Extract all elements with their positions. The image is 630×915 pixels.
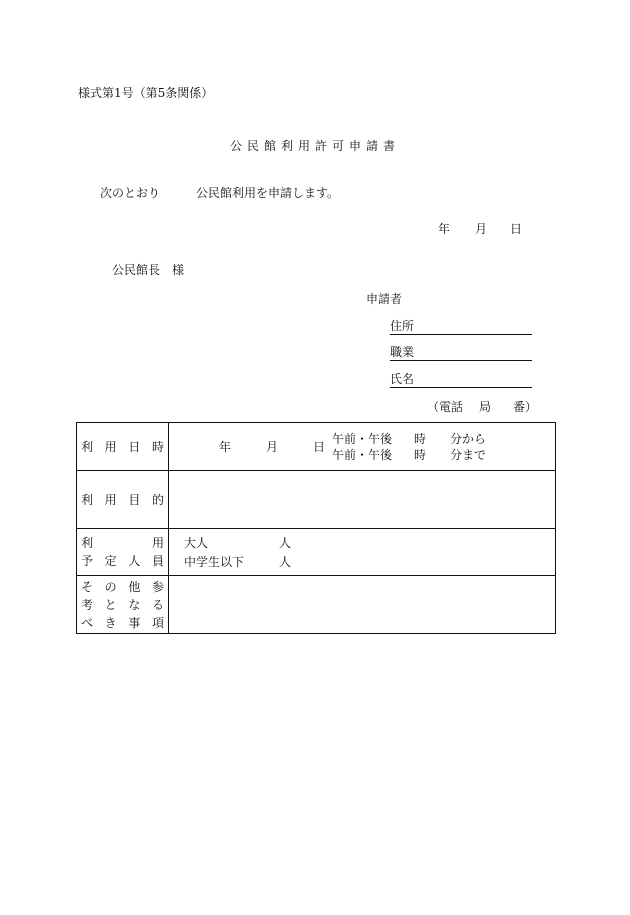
phone-number: 番） bbox=[513, 400, 538, 414]
form-title: 公民館利用許可申請書 bbox=[230, 139, 401, 153]
date-year-label: 年 bbox=[438, 222, 451, 236]
usage-month-label: 月 bbox=[266, 440, 279, 454]
table-row-usage-datetime bbox=[77, 423, 556, 471]
other-notes-label: そ の 他 参 考 と な る べ き 事 項 bbox=[77, 576, 169, 634]
other-notes-value[interactable] bbox=[169, 576, 556, 634]
start-ampm: 午前・午後 bbox=[332, 432, 393, 446]
end-hour-label: 時 bbox=[414, 448, 427, 462]
purpose-label: 利 用 目 的 bbox=[77, 471, 169, 529]
adults-unit: 人 bbox=[279, 536, 292, 550]
end-minute-label: 分まで bbox=[450, 448, 487, 462]
occupation-field[interactable] bbox=[390, 345, 532, 361]
intro-prefix: 次のとおり bbox=[100, 186, 161, 200]
usage-datetime-label: 利 用 日 時 bbox=[77, 423, 169, 471]
students-unit: 人 bbox=[279, 555, 292, 569]
form-number: 様式第1号（第5条関係） bbox=[78, 86, 214, 100]
phone-open: （電話 bbox=[427, 400, 464, 414]
name-label: 氏名 bbox=[390, 372, 415, 386]
applicant-heading: 申請者 bbox=[366, 292, 403, 306]
address-label: 住所 bbox=[390, 319, 415, 333]
table-row-purpose bbox=[77, 471, 556, 529]
date-day-label: 日 bbox=[510, 222, 523, 236]
students-label: 中学生以下 bbox=[184, 555, 245, 569]
table-row-expected-users bbox=[77, 529, 556, 576]
addressee: 公民館長 様 bbox=[112, 263, 185, 277]
intro-suffix: 公民館利用を申請します。 bbox=[196, 186, 340, 200]
purpose-value[interactable] bbox=[169, 471, 556, 529]
usage-year-label: 年 bbox=[219, 440, 232, 454]
usage-day-label: 日 bbox=[313, 440, 326, 454]
address-field[interactable] bbox=[390, 319, 532, 335]
expected-users-label: 利 用 予 定 人 員 bbox=[77, 529, 169, 576]
start-minute-label: 分から bbox=[450, 432, 487, 446]
table-row-other-notes bbox=[77, 576, 556, 634]
expected-users-value[interactable] bbox=[169, 529, 556, 576]
end-ampm: 午前・午後 bbox=[332, 448, 393, 462]
occupation-label: 職業 bbox=[390, 345, 415, 359]
adults-label: 大人 bbox=[184, 536, 209, 550]
start-hour-label: 時 bbox=[414, 432, 427, 446]
name-field[interactable] bbox=[390, 372, 532, 388]
date-month-label: 月 bbox=[475, 222, 488, 236]
usage-datetime-value[interactable] bbox=[169, 423, 556, 471]
phone-exchange: 局 bbox=[479, 400, 492, 414]
application-table bbox=[76, 422, 556, 634]
